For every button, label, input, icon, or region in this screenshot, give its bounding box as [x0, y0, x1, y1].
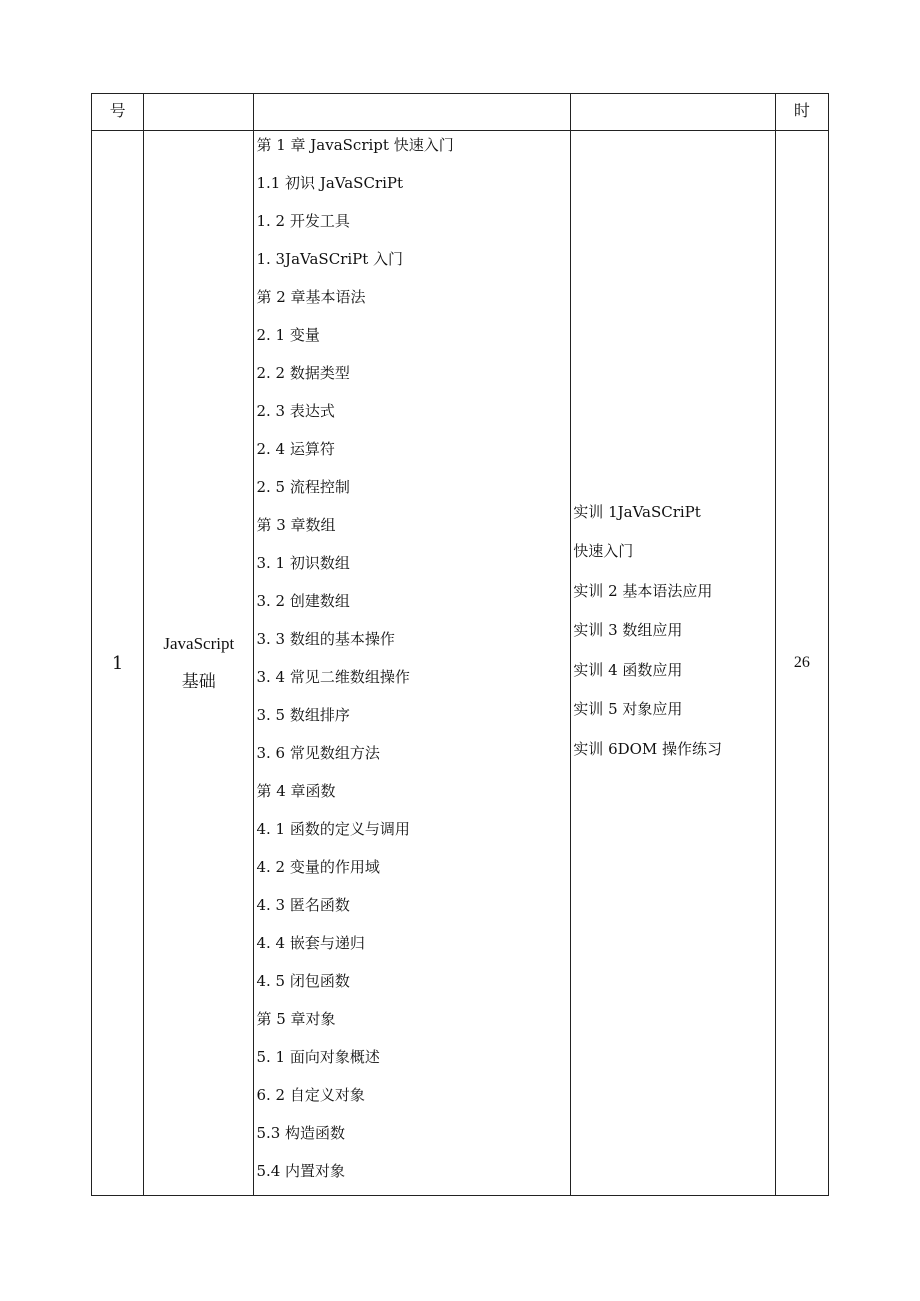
header-hours-text: 时 — [793, 101, 810, 120]
course-no-cell — [92, 131, 144, 1196]
header-no-text: 号 — [109, 101, 126, 120]
header-topics-text — [254, 111, 570, 113]
course-name-line1: JavaScript — [163, 634, 235, 653]
header-cell-labs — [571, 94, 776, 131]
hours-cell — [775, 131, 828, 1196]
lab-item: 实训 2 基本语法应用 — [573, 581, 713, 600]
course-name-line2: 基础 — [181, 672, 216, 691]
topic-item: 3. 4 常见二维数组操作 — [256, 668, 410, 686]
course-table — [91, 93, 829, 1196]
topic-item: 5.4 内置对象 — [256, 1162, 346, 1180]
topic-item: 3. 3 数组的基本操作 — [256, 630, 395, 648]
topic-item: 2. 1 变量 — [256, 326, 320, 344]
lab-item: 实训 6DOM 操作练习 — [573, 739, 723, 758]
topic-item: 第 4 章函数 — [256, 782, 336, 800]
topic-item: 3. 6 常见数组方法 — [256, 744, 380, 762]
topic-item: 4. 3 匿名函数 — [256, 896, 350, 914]
topic-list — [256, 131, 570, 1195]
lab-item: 实训 4 函数应用 — [573, 660, 683, 679]
topic-item: 1. 3JaVaSCriPt 入门 — [256, 250, 404, 268]
header-cell-hours — [775, 94, 828, 131]
header-cell-name — [144, 94, 254, 131]
topic-item: 第 3 章数组 — [256, 516, 336, 534]
table-header-row — [92, 94, 829, 131]
topic-item: 5.3 构造函数 — [256, 1124, 346, 1142]
topic-item: 3. 2 创建数组 — [256, 592, 350, 610]
topic-item: 3. 1 初识数组 — [256, 554, 350, 572]
header-labs-text — [571, 111, 775, 113]
header-cell-topics — [254, 94, 571, 131]
topic-item: 4. 1 函数的定义与调用 — [256, 820, 410, 838]
topic-item: 4. 5 闭包函数 — [256, 972, 350, 990]
topic-item: 4. 2 变量的作用域 — [256, 858, 380, 876]
topics-cell — [254, 131, 571, 1196]
header-cell-no — [92, 94, 144, 131]
lab-item: 快速入门 — [573, 542, 634, 561]
topic-item: 2. 2 数据类型 — [256, 364, 350, 382]
course-no: 1 — [111, 652, 124, 674]
topic-item: 2. 3 表达式 — [256, 402, 335, 420]
topic-item: 3. 5 数组排序 — [256, 706, 350, 724]
topic-item: 6. 2 自定义对象 — [256, 1086, 365, 1104]
topic-item: 4. 4 嵌套与递归 — [256, 934, 365, 952]
lab-item: 实训 1JaVaSCriPt — [573, 502, 701, 521]
topic-item: 2. 4 运算符 — [256, 440, 335, 458]
topic-item: 第 2 章基本语法 — [256, 288, 366, 306]
hours-value: 26 — [793, 654, 810, 671]
topic-item: 5. 1 面向对象概述 — [256, 1048, 380, 1066]
lab-list — [573, 493, 775, 770]
table-row — [92, 131, 829, 1196]
topic-item: 1. 2 开发工具 — [256, 212, 350, 230]
lab-item: 实训 5 对象应用 — [573, 700, 683, 719]
labs-cell — [571, 131, 776, 1196]
topic-item: 1.1 初识 JaVaSCriPt — [256, 174, 404, 192]
topic-item: 第 1 章 JavaScript 快速入门 — [256, 136, 454, 154]
lab-item: 实训 3 数组应用 — [573, 621, 683, 640]
topic-item: 2. 5 流程控制 — [256, 478, 350, 496]
topic-item: 第 5 章对象 — [256, 1010, 336, 1028]
header-name-text — [144, 111, 253, 113]
course-name-cell — [144, 131, 254, 1196]
